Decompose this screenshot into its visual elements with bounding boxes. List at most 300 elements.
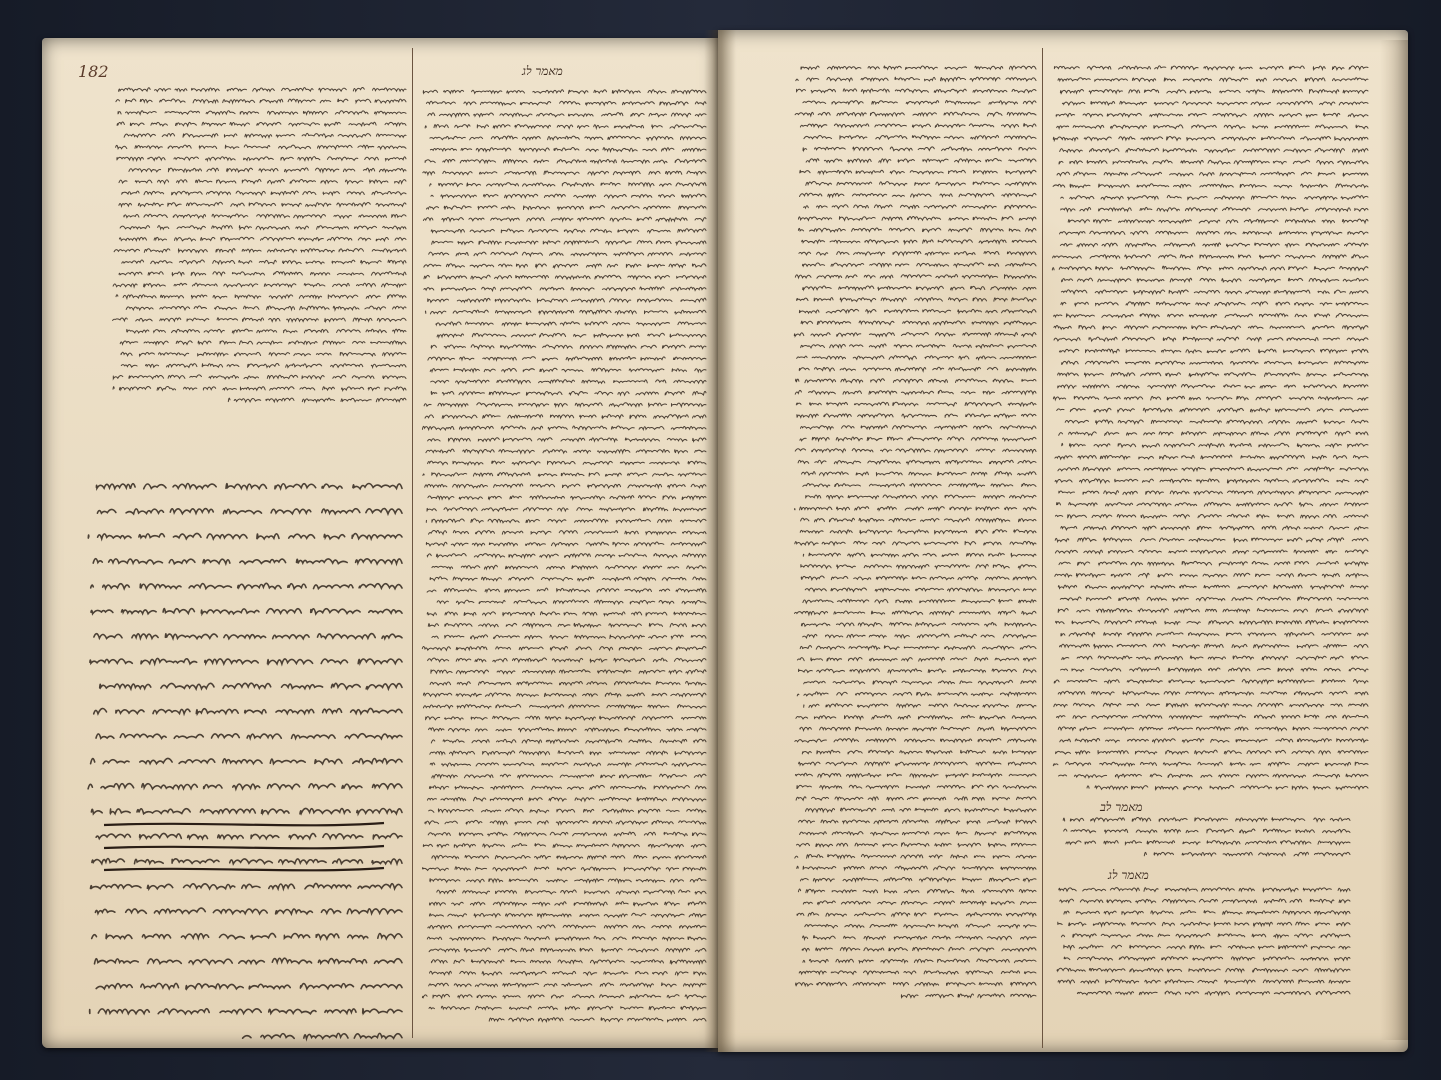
handwritten-word: [537, 588, 548, 591]
handwritten-word: [542, 763, 568, 766]
handwritten-word: [905, 507, 924, 510]
handwritten-word: [493, 658, 507, 661]
handwritten-word: [636, 879, 664, 882]
handwritten-word: [1058, 385, 1076, 388]
handwritten-word: [186, 984, 243, 989]
handwritten-word: [1197, 266, 1211, 270]
handwritten-word: [423, 705, 452, 708]
handwritten-word: [1098, 279, 1131, 282]
handwritten-word: [928, 507, 944, 511]
handwritten-word: [948, 437, 964, 441]
handwritten-word: [822, 542, 845, 545]
handwritten-word: [1250, 763, 1260, 765]
handwritten-word: [869, 333, 894, 337]
handwritten-word: [1274, 991, 1310, 994]
handwritten-word: [670, 879, 683, 882]
handwritten-word: [1313, 325, 1335, 329]
handwritten-word: [830, 344, 846, 347]
handwritten-word: [1322, 633, 1351, 635]
handwritten-word: [122, 191, 139, 194]
handwritten-word: [221, 237, 254, 240]
handwritten-word: [921, 519, 940, 522]
handwritten-word: [442, 763, 471, 766]
handwritten-word: [240, 111, 258, 114]
handwritten-word: [423, 172, 435, 175]
handwritten-word: [300, 387, 315, 390]
handwritten-word: [495, 275, 512, 278]
handwritten-word: [1069, 922, 1086, 925]
handwritten-word: [641, 357, 665, 360]
handwritten-word: [656, 241, 671, 244]
handwritten-word: [852, 449, 873, 452]
handwritten-word: [649, 113, 666, 116]
handwritten-word: [941, 77, 966, 81]
handwritten-word: [1002, 217, 1013, 221]
handwritten-word: [432, 519, 464, 522]
handwritten-word: [1164, 243, 1195, 246]
handwritten-word: [1012, 89, 1036, 92]
handwritten-word: [893, 251, 921, 255]
handwritten-word: [575, 635, 606, 638]
handwritten-word: [269, 1009, 316, 1013]
handwritten-word: [373, 88, 407, 91]
handwritten-word: [1019, 600, 1036, 603]
handwritten-word: [603, 148, 637, 152]
handwritten-word: [1306, 243, 1339, 246]
handwritten-word: [1139, 573, 1150, 577]
handwritten-word: [910, 484, 941, 487]
handwritten-word: [858, 414, 894, 418]
handwritten-word: [955, 797, 968, 800]
handwritten-word: [687, 728, 706, 731]
handwritten-word: [489, 1018, 504, 1021]
handwritten-word: [498, 472, 530, 476]
handwritten-word: [496, 925, 532, 928]
handwritten-word: [470, 229, 494, 232]
handwritten-word: [490, 821, 507, 824]
handwritten-word: [1055, 515, 1062, 516]
handwritten-word: [901, 901, 927, 904]
handwritten-word: [1060, 244, 1072, 247]
handwritten-word: [1249, 279, 1280, 282]
handwritten-word: [1225, 314, 1252, 317]
handwritten-word: [212, 226, 233, 230]
handwritten-word: [619, 554, 647, 557]
handwritten-word: [995, 658, 1019, 661]
handwritten-word: [1054, 680, 1059, 683]
handwritten-word: [847, 634, 865, 637]
handwritten-word: [1333, 78, 1369, 81]
handwritten-word: [898, 159, 914, 162]
handwritten-word: [941, 727, 969, 731]
handwritten-word: [1263, 888, 1298, 891]
handwritten-word: [945, 809, 960, 812]
handwritten-word: [1295, 561, 1309, 564]
handwritten-word: [488, 832, 508, 835]
handwritten-word: [1094, 644, 1113, 648]
handwritten-word: [300, 984, 353, 989]
handwritten-word: [1078, 562, 1090, 565]
handwritten-word: [809, 959, 828, 962]
handwritten-word: [987, 367, 997, 369]
handwritten-word: [1019, 889, 1036, 893]
handwritten-word: [509, 554, 535, 557]
handwritten-word: [564, 241, 598, 245]
handwritten-word: [1140, 207, 1152, 210]
handwritten-word: [1158, 574, 1173, 577]
handwritten-word: [809, 553, 841, 556]
handwritten-word: [929, 855, 942, 858]
handwritten-word: [1295, 934, 1313, 937]
handwritten-word: [1303, 888, 1331, 891]
handwritten-word: [1056, 621, 1065, 623]
handwritten-word: [1241, 456, 1265, 458]
handwritten-word: [478, 206, 497, 209]
handwritten-word: [864, 565, 891, 568]
handwritten-word: [1107, 900, 1131, 903]
handwritten-word: [1339, 102, 1368, 105]
handwritten-word: [806, 159, 819, 162]
handwritten-word: [652, 693, 667, 696]
handwritten-word: [276, 709, 314, 713]
handwritten-word: [1330, 818, 1350, 821]
handwritten-word: [168, 203, 181, 206]
handwritten-word: [517, 693, 539, 696]
handwritten-word: [439, 183, 463, 186]
handwritten-word: [300, 808, 350, 813]
handwritten-word: [637, 797, 667, 800]
handwritten-word: [1349, 704, 1368, 707]
handwritten-word: [628, 484, 662, 487]
handwritten-word: [1181, 910, 1196, 914]
handwritten-word: [550, 646, 567, 649]
handwritten-word: [429, 786, 448, 789]
handwritten-word: [1053, 397, 1065, 400]
handwritten-word: [963, 878, 982, 882]
handwritten-word: [896, 264, 909, 266]
handwritten-word: [605, 693, 621, 697]
handwritten-word: [494, 635, 520, 638]
handwritten-word: [1192, 326, 1207, 329]
handwritten-word: [795, 275, 811, 278]
handwritten-word: [890, 622, 912, 625]
handwritten-word: [1058, 980, 1074, 983]
handwritten-word: [1195, 704, 1229, 707]
handwritten-word: [1346, 574, 1368, 577]
handwritten-word: [135, 146, 162, 149]
manuscript-column-left-large-hand: [84, 470, 404, 1050]
handwritten-word: [1348, 444, 1368, 447]
handwritten-word: [611, 786, 646, 789]
handwritten-word: [1200, 680, 1234, 683]
handwritten-word: [230, 859, 273, 864]
handwritten-word: [1260, 255, 1280, 258]
handwritten-word: [491, 218, 520, 221]
handwritten-word: [1182, 739, 1204, 742]
handwritten-word: [1310, 899, 1334, 903]
handwritten-word: [1140, 727, 1163, 730]
handwritten-word: [1084, 550, 1103, 553]
handwritten-word: [1294, 852, 1309, 856]
handwritten-word: [321, 909, 340, 913]
handwritten-word: [425, 821, 439, 824]
handwritten-word: [523, 623, 552, 627]
handwritten-word: [144, 484, 166, 489]
handwritten-word: [1098, 656, 1132, 659]
handwritten-word: [251, 933, 276, 938]
handwritten-word: [614, 380, 648, 383]
handwritten-word: [1351, 656, 1368, 659]
handwritten-word: [170, 509, 213, 514]
handwritten-word: [854, 577, 871, 580]
handwritten-word: [983, 391, 994, 394]
handwritten-word: [1314, 911, 1350, 915]
handwritten-word: [1326, 550, 1337, 553]
handwritten-word: [583, 461, 612, 464]
handwritten-word: [243, 318, 264, 321]
handwritten-word: [1125, 841, 1141, 845]
handwritten-word: [225, 145, 239, 148]
handwritten-word: [967, 821, 980, 824]
handwritten-word: [951, 855, 967, 858]
handwritten-word: [1224, 373, 1255, 377]
handwritten-word: [1315, 148, 1345, 152]
handwritten-word: [1252, 302, 1268, 306]
handwritten-word: [607, 705, 642, 708]
handwritten-word: [670, 623, 686, 627]
handwritten-word: [371, 272, 406, 276]
handwritten-word: [915, 913, 927, 916]
handwritten-word: [1334, 361, 1368, 365]
handwritten-word: [1311, 946, 1335, 949]
handwritten-word: [867, 437, 882, 440]
handwritten-word: [139, 353, 154, 356]
handwritten-word: [302, 398, 334, 402]
handwritten-word: [1073, 716, 1086, 719]
handwritten-word: [294, 353, 311, 355]
handwritten-word: [898, 530, 928, 534]
handwritten-word: [116, 710, 144, 714]
handwritten-word: [1204, 585, 1229, 588]
handwritten-word: [472, 740, 489, 743]
handwritten-word: [514, 832, 546, 835]
handwritten-word: [430, 577, 447, 581]
handwriting-strokes: [1048, 60, 1370, 800]
handwritten-word: [904, 971, 916, 974]
handwritten-word: [422, 426, 454, 429]
handwritten-word: [653, 473, 674, 476]
handwritten-word: [1183, 102, 1212, 105]
handwritten-word: [885, 890, 897, 893]
handwritten-word: [809, 391, 836, 394]
handwritten-word: [850, 345, 863, 347]
handwritten-word: [870, 112, 904, 115]
handwritten-word: [575, 403, 602, 407]
handwritten-word: [1096, 609, 1132, 612]
handwritten-word: [1151, 396, 1161, 400]
handwritten-word: [1061, 302, 1066, 304]
handwritten-word: [1335, 137, 1368, 141]
handwritten-word: [1058, 373, 1079, 376]
handwritten-word: [1257, 78, 1267, 81]
handwritten-word: [1064, 945, 1075, 949]
handwritten-word: [1298, 763, 1319, 766]
handwritten-word: [989, 101, 1018, 104]
handwritten-word: [1287, 467, 1298, 470]
handwritten-word: [1132, 78, 1155, 81]
handwritten-word: [502, 368, 517, 371]
handwritten-word: [1208, 160, 1230, 164]
handwritten-word: [1070, 161, 1083, 164]
handwritten-word: [1313, 455, 1327, 458]
handwritten-word: [423, 90, 437, 93]
handwritten-word: [1341, 196, 1368, 200]
handwritten-word: [443, 740, 464, 743]
handwritten-word: [655, 276, 669, 279]
handwritten-word: [690, 878, 706, 882]
handwritten-word: [1215, 302, 1245, 305]
handwritten-word: [323, 834, 363, 839]
handwritten-word: [901, 391, 933, 394]
handwritten-word: [205, 659, 259, 664]
handwritten-word: [1026, 228, 1037, 231]
handwritten-word: [660, 739, 687, 742]
handwritten-word: [335, 111, 368, 114]
handwritten-word: [371, 341, 406, 344]
handwritten-word: [934, 866, 956, 870]
handwritten-word: [437, 601, 448, 604]
handwritten-word: [375, 959, 403, 964]
handwritten-word: [158, 1009, 209, 1014]
handwritten-word: [530, 960, 550, 963]
handwritten-word: [1165, 991, 1181, 994]
handwritten-word: [269, 353, 290, 356]
handwritten-word: [590, 960, 624, 964]
handwritten-word: [799, 368, 809, 371]
handwritten-word: [1309, 278, 1339, 282]
handwritten-word: [1227, 420, 1262, 423]
handwritten-word: [1276, 750, 1286, 753]
handwritten-word: [564, 229, 585, 232]
handwritten-word: [257, 341, 282, 344]
handwritten-word: [1119, 220, 1155, 223]
handwritten-word: [1164, 692, 1180, 695]
handwritten-word: [557, 160, 586, 163]
handwritten-word: [1189, 113, 1207, 116]
handwritten-word: [795, 112, 813, 115]
handwritten-word: [1211, 467, 1244, 470]
handwritten-word: [1023, 287, 1036, 290]
handwritten-word: [1274, 585, 1302, 588]
handwritten-word: [840, 136, 867, 140]
handwritten-word: [1297, 444, 1319, 447]
handwritten-word: [1078, 538, 1096, 542]
handwritten-word: [1083, 491, 1099, 494]
handwritten-word: [1237, 503, 1270, 506]
handwritten-word: [343, 169, 354, 172]
handwritten-word: [1324, 421, 1344, 424]
handwritten-word: [1106, 740, 1120, 742]
handwritten-word: [795, 773, 812, 776]
handwritten-word: [311, 273, 330, 276]
handwritten-word: [801, 565, 831, 569]
handwritten-word: [1353, 149, 1369, 152]
handwritten-word: [600, 508, 635, 511]
handwritten-word: [1202, 888, 1235, 892]
handwritten-word: [1283, 526, 1300, 530]
handwritten-word: [613, 171, 640, 175]
handwritten-word: [1116, 992, 1134, 995]
handwritten-word: [1305, 196, 1337, 199]
handwritten-word: [1355, 208, 1368, 211]
handwritten-word: [686, 669, 706, 673]
handwritten-word: [1190, 656, 1203, 659]
handwritten-word: [103, 584, 130, 589]
handwritten-word: [1189, 969, 1220, 972]
handwritten-word: [1120, 101, 1147, 105]
handwritten-word: [660, 102, 688, 105]
handwritten-word: [1240, 829, 1255, 833]
handwritten-word: [965, 808, 999, 811]
handwritten-word: [577, 508, 593, 511]
handwritten-word: [841, 379, 863, 383]
handwritten-word: [429, 252, 449, 255]
handwritten-word: [1220, 526, 1254, 530]
handwritten-word: [1141, 137, 1163, 140]
handwritten-word: [1059, 349, 1078, 352]
handwritten-word: [967, 553, 984, 556]
handwritten-word: [988, 843, 1005, 846]
handwritten-word: [1186, 992, 1199, 995]
handwritten-word: [139, 534, 165, 538]
handwritten-word: [679, 821, 706, 824]
handwritten-word: [610, 217, 631, 221]
handwritten-word: [993, 564, 1009, 568]
handwritten-word: [912, 135, 940, 139]
handwritten-word: [432, 774, 458, 777]
handwritten-word: [1118, 444, 1136, 447]
handwritten-word: [1304, 467, 1334, 471]
handwritten-word: [385, 387, 406, 391]
handwritten-word: [1244, 219, 1278, 222]
handwritten-word: [1228, 945, 1254, 948]
handwritten-word: [1234, 573, 1250, 576]
handwritten-word: [1087, 160, 1107, 163]
handwritten-word: [811, 658, 823, 661]
handwritten-word: [120, 341, 138, 344]
handwritten-word: [1186, 830, 1198, 832]
handwritten-word: [1137, 503, 1171, 506]
handwritten-word: [1273, 161, 1286, 164]
handwritten-word: [520, 751, 550, 755]
handwritten-word: [680, 925, 707, 928]
handwritten-word: [1162, 922, 1174, 925]
book-gutter: [704, 30, 736, 1052]
handwritten-word: [1144, 852, 1146, 855]
handwritten-word: [836, 623, 854, 626]
handwritten-word: [1087, 597, 1111, 601]
handwritten-word: [206, 111, 235, 115]
handwritten-word: [261, 237, 295, 241]
handwritten-word: [1191, 550, 1226, 553]
handwritten-word: [441, 195, 477, 198]
handwritten-word: [244, 376, 259, 379]
handwritten-word: [993, 379, 1013, 382]
handwritten-word: [395, 180, 406, 184]
handwritten-word: [1194, 491, 1222, 494]
handwritten-word: [829, 518, 854, 521]
handwritten-word: [1295, 314, 1307, 317]
